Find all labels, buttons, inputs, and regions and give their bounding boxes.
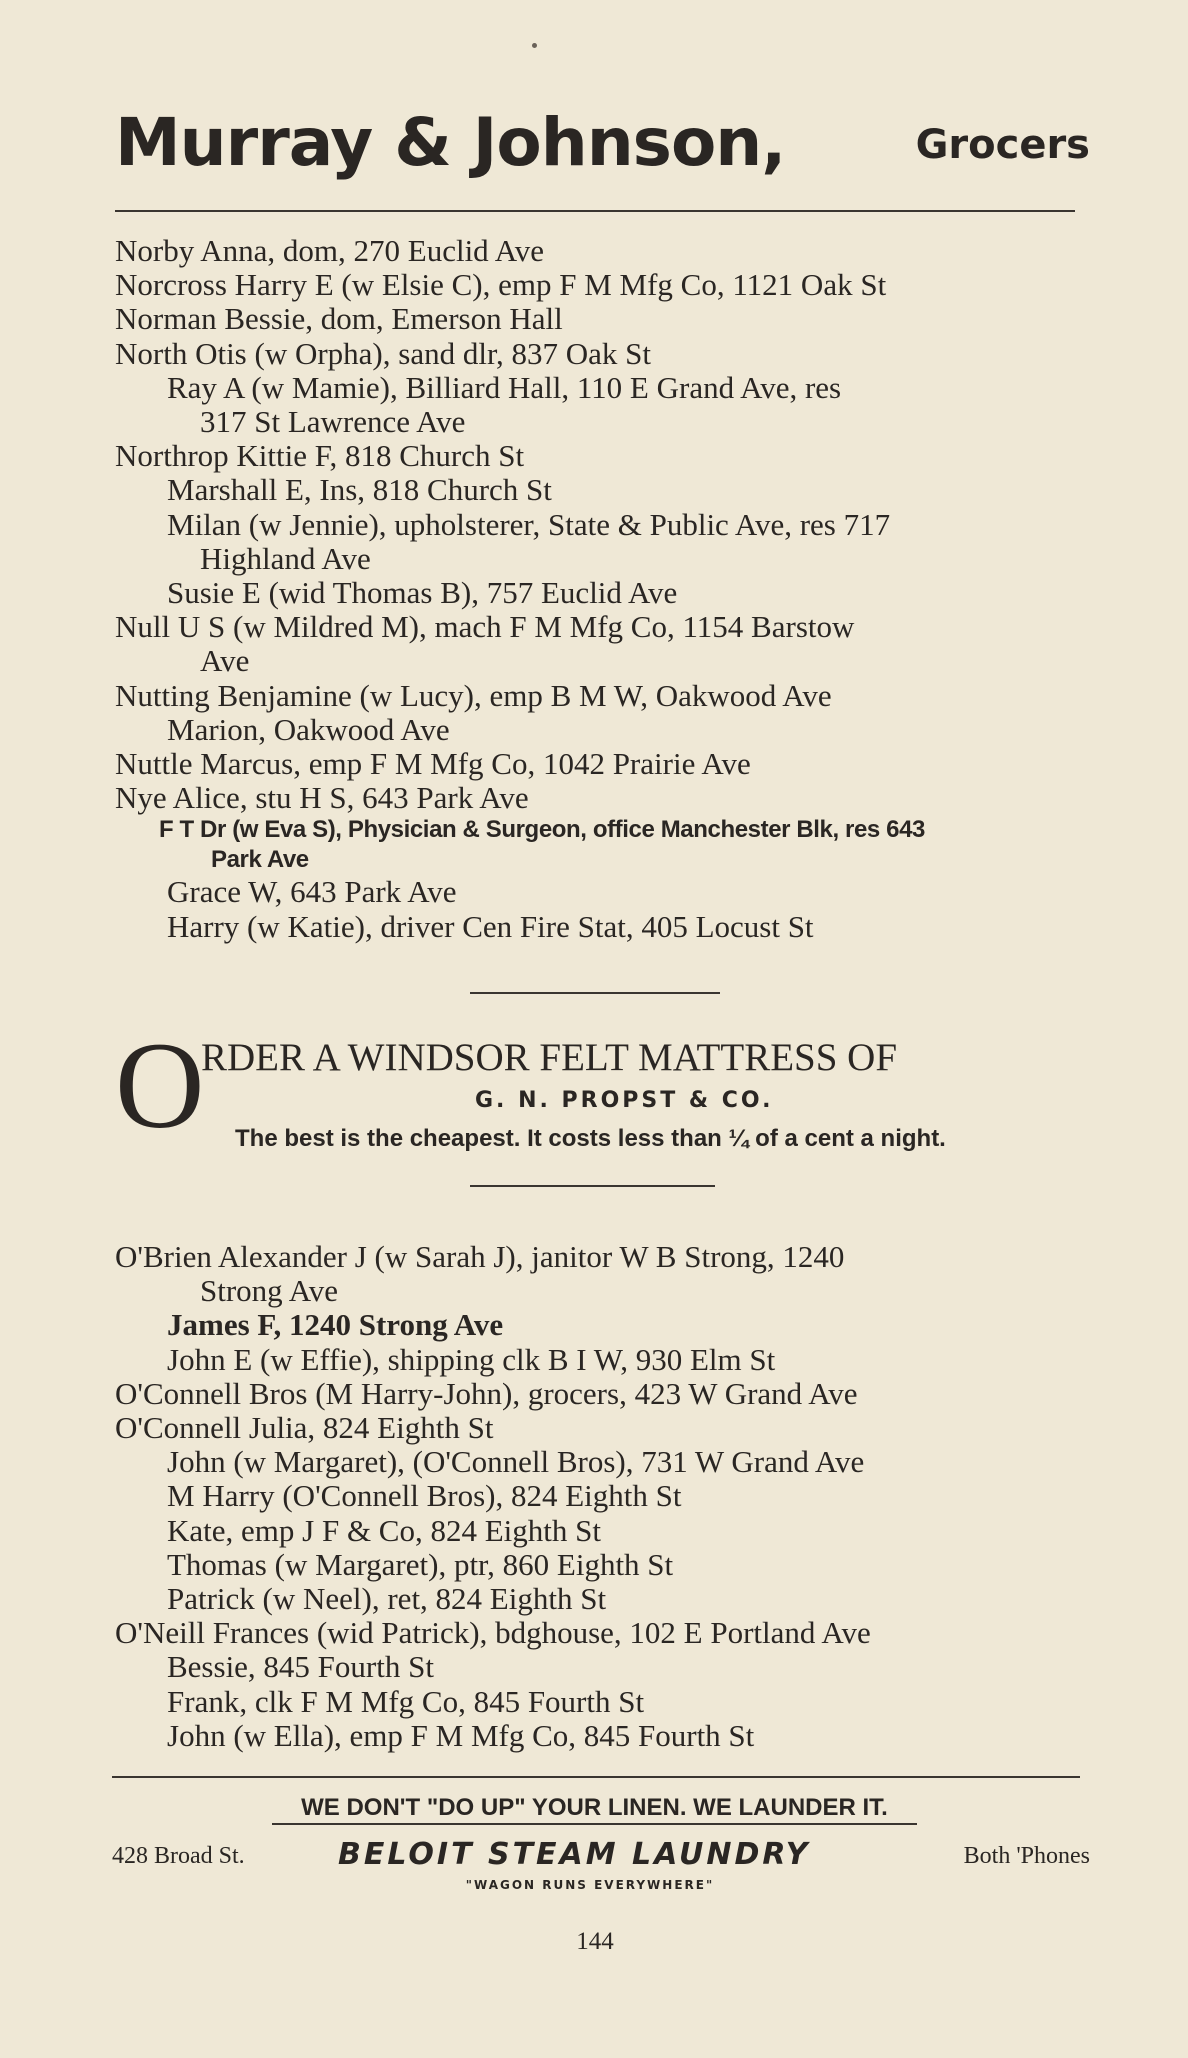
section-rule bbox=[470, 1185, 715, 1187]
entry: O'Connell Julia, 824 Eighth St bbox=[115, 1410, 494, 1446]
entry: Nye Alice, stu H S, 643 Park Ave bbox=[115, 780, 529, 816]
laundry-name: BELOIT STEAM LAUNDRY bbox=[338, 1837, 811, 1872]
entry: Norby Anna, dom, 270 Euclid Ave bbox=[115, 233, 545, 268]
entry: O'Brien Alexander J (w Sarah J), janitor W B Strong, 1240 bbox=[115, 1239, 845, 1274]
section-rule bbox=[470, 992, 720, 994]
entry: Frank, clk F M Mfg Co, 845 Fourth St bbox=[167, 1683, 645, 1719]
entry: Marshall E, Ins, 818 Church St bbox=[167, 472, 552, 508]
entry: Marion, Oakwood Ave bbox=[167, 711, 450, 747]
entry: John (w Ella), emp F M Mfg Co, 845 Fourth St bbox=[167, 1717, 755, 1753]
laundry-phones: Both 'Phones bbox=[963, 1843, 1090, 1869]
entry-continuation: Highland Ave bbox=[200, 540, 371, 576]
entry-continuation: Strong Ave bbox=[200, 1273, 339, 1309]
page-header-ad bbox=[115, 95, 1090, 190]
entry: Susie E (wid Thomas B), 757 Euclid Ave bbox=[167, 575, 678, 611]
entry: Thomas (w Margaret), ptr, 860 Eighth St bbox=[167, 1546, 674, 1582]
header-brand: Murray & Johnson, bbox=[115, 104, 786, 181]
page-number: 144 bbox=[576, 1928, 614, 1955]
entry: Northrop Kittie F, 818 Church St bbox=[115, 438, 525, 474]
laundry-slogan: WE DON'T "DO UP" YOUR LINEN. WE LAUNDER IT. bbox=[301, 1794, 888, 1821]
laundry-ad bbox=[112, 1835, 1090, 1875]
entries-n-section bbox=[115, 234, 1090, 944]
entry-continuation: 317 St Lawrence Ave bbox=[200, 404, 466, 440]
entry: Nuttle Marcus, emp F M Mfg Co, 1042 Prairie Ave bbox=[115, 746, 751, 782]
entry: Nutting Benjamine (w Lucy), emp B M W, Oakwood Ave bbox=[115, 677, 832, 713]
entry: Ray A (w Mamie), Billiard Hall, 110 E Grand Ave, res bbox=[167, 369, 842, 405]
entry: O'Neill Frances (wid Patrick), bdghouse, 102 E Portland Ave bbox=[115, 1615, 871, 1651]
entry: Milan (w Jennie), upholsterer, State & Public Ave, res 717 bbox=[167, 506, 891, 542]
entry: John E (w Effie), shipping clk B I W, 930 Elm St bbox=[167, 1341, 776, 1377]
mattress-ad bbox=[115, 1017, 1090, 1160]
entry: North Otis (w Orpha), sand dlr, 837 Oak St bbox=[115, 335, 652, 371]
header-rule-left bbox=[115, 210, 435, 212]
laundry-motto: "WAGON RUNS EVERYWHERE" bbox=[465, 1878, 715, 1892]
entry: Grace W, 643 Park Ave bbox=[167, 874, 457, 910]
entry: Patrick (w Neel), ret, 824 Eighth St bbox=[167, 1581, 607, 1617]
ad-company: G. N. PROPST & CO. bbox=[475, 1088, 774, 1113]
slogan-underline bbox=[272, 1823, 917, 1825]
entry: James F, 1240 Strong Ave bbox=[167, 1307, 504, 1343]
ink-speck bbox=[532, 43, 537, 48]
entry: Kate, emp J F & Co, 824 Eighth St bbox=[167, 1512, 601, 1548]
entry-continuation: Ave bbox=[200, 643, 250, 679]
entry: M Harry (O'Connell Bros), 824 Eighth St bbox=[167, 1478, 682, 1514]
entry: Norman Bessie, dom, Emerson Hall bbox=[115, 301, 563, 337]
ad-tagline: The best is the cheapest. It costs less than ¼ of a cent a night. bbox=[235, 1125, 946, 1152]
footer-rule-top bbox=[112, 1776, 1080, 1778]
entry-highlighted: F T Dr (w Eva S), Physician & Surgeon, office Manchester Blk, res 643 bbox=[159, 816, 925, 844]
laundry-address: 428 Broad St. bbox=[112, 1843, 245, 1869]
entry-highlighted-continuation: Park Ave bbox=[211, 846, 309, 874]
ad-headline: RDER A WINDSOR FELT MATTRESS OF bbox=[201, 1036, 898, 1079]
entries-o-section bbox=[115, 1240, 1090, 1753]
header-subtitle: Grocers bbox=[915, 122, 1090, 168]
entry: Null U S (w Mildred M), mach F M Mfg Co, 1154 Barstow bbox=[115, 609, 855, 645]
entry: Harry (w Katie), driver Cen Fire Stat, 405 Locust St bbox=[167, 908, 814, 944]
entry: O'Connell Bros (M Harry-John), grocers, 423 W Grand Ave bbox=[115, 1375, 858, 1411]
ad-dropcap: O bbox=[115, 1017, 205, 1154]
header-rule-right bbox=[435, 210, 1075, 212]
entry: John (w Margaret), (O'Connell Bros), 731 W Grand Ave bbox=[167, 1444, 865, 1480]
entry: Norcross Harry E (w Elsie C), emp F M Mfg Co, 1121 Oak St bbox=[115, 267, 887, 303]
entry: Bessie, 845 Fourth St bbox=[167, 1649, 434, 1685]
